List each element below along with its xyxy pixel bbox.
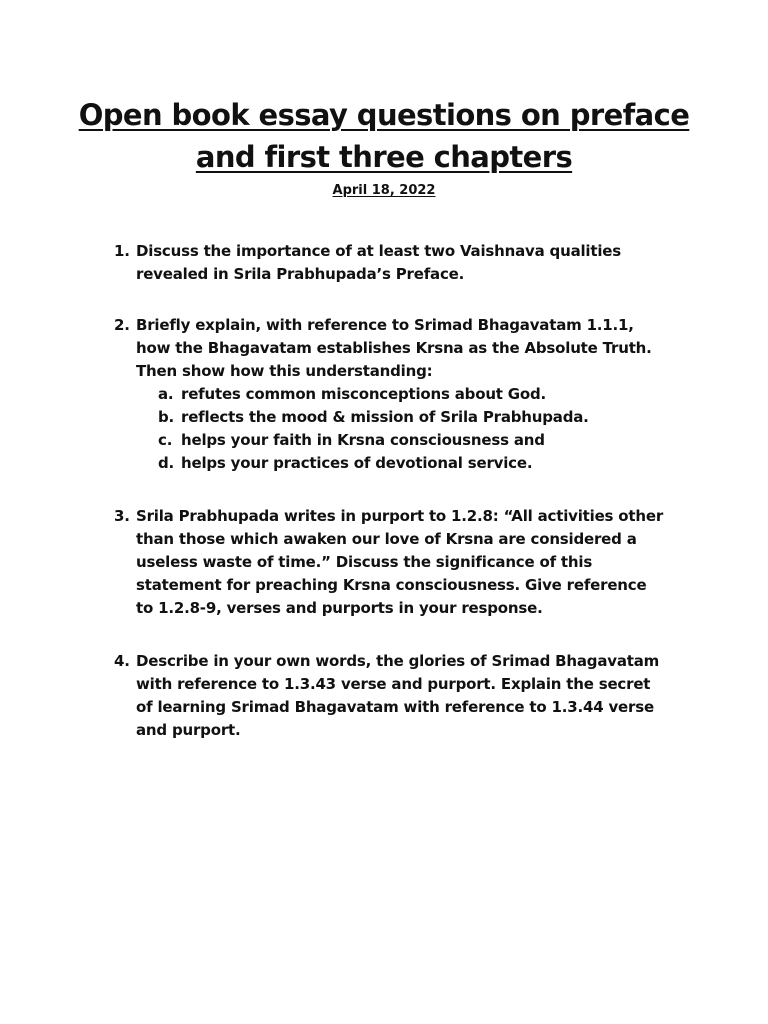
question-line: Briefly explain, with reference to Srimad Bhagavatam 1.1.1, [136,316,634,334]
question-text [136,505,684,620]
question-line: and purport. [136,721,241,739]
sub-item-a [158,383,684,406]
question-4 [114,650,684,742]
question-line: Discuss the importance of at least two Vaishnava qualities [136,242,621,260]
question-text [136,240,684,286]
question-line: with reference to 1.3.43 verse and purport. Explain the secret [136,675,651,693]
sub-item-text: refutes common misconceptions about God. [181,385,547,403]
sub-item-c [158,429,684,452]
question-line: how the Bhagavatam establishes Krsna as the Absolute Truth. [136,339,652,357]
question-line: Describe in your own words, the glories of Srimad Bhagavatam [136,652,660,670]
document-date: April 18, 2022 [332,183,436,198]
document-title [0,94,768,178]
question-number: 4. [114,652,130,670]
question-2 [114,314,684,475]
question-text [136,314,684,383]
question-text [136,650,684,742]
question-line: statement for preaching Krsna consciousness. Give reference [136,576,647,594]
question-line: than those which awaken our love of Krsna are considered a [136,530,637,548]
question-number: 1. [114,242,130,260]
question-line: of learning Srimad Bhagavatam with reference to 1.3.44 verse [136,698,654,716]
sub-item-list [136,383,684,475]
sub-item-d [158,452,684,475]
sub-item-text: helps your faith in Krsna consciousness and [181,431,545,449]
sub-item-letter: b. [158,408,175,426]
question-number: 2. [114,316,130,334]
question-line: useless waste of time.” Discuss the significance of this [136,553,593,571]
question-list [114,240,684,742]
title-line-2: and first three chapters [195,140,573,174]
sub-item-letter: c. [158,431,173,449]
sub-item-b [158,406,684,429]
question-3 [114,505,684,620]
question-line: Srila Prabhupada writes in purport to 1.2.8: “All activities other [136,507,664,525]
question-1 [114,240,684,286]
sub-item-text: helps your practices of devotional service. [181,454,533,472]
sub-item-letter: d. [158,454,175,472]
sub-item-text: reflects the mood & mission of Srila Prabhupada. [181,408,589,426]
sub-item-letter: a. [158,385,174,403]
question-number: 3. [114,507,130,525]
question-line: to 1.2.8-9, verses and purports in your response. [136,599,543,617]
question-line: Then show how this understanding: [136,362,433,380]
question-line: revealed in Srila Prabhupada’s Preface. [136,265,465,283]
title-line-1: Open book essay questions on preface [78,98,690,132]
